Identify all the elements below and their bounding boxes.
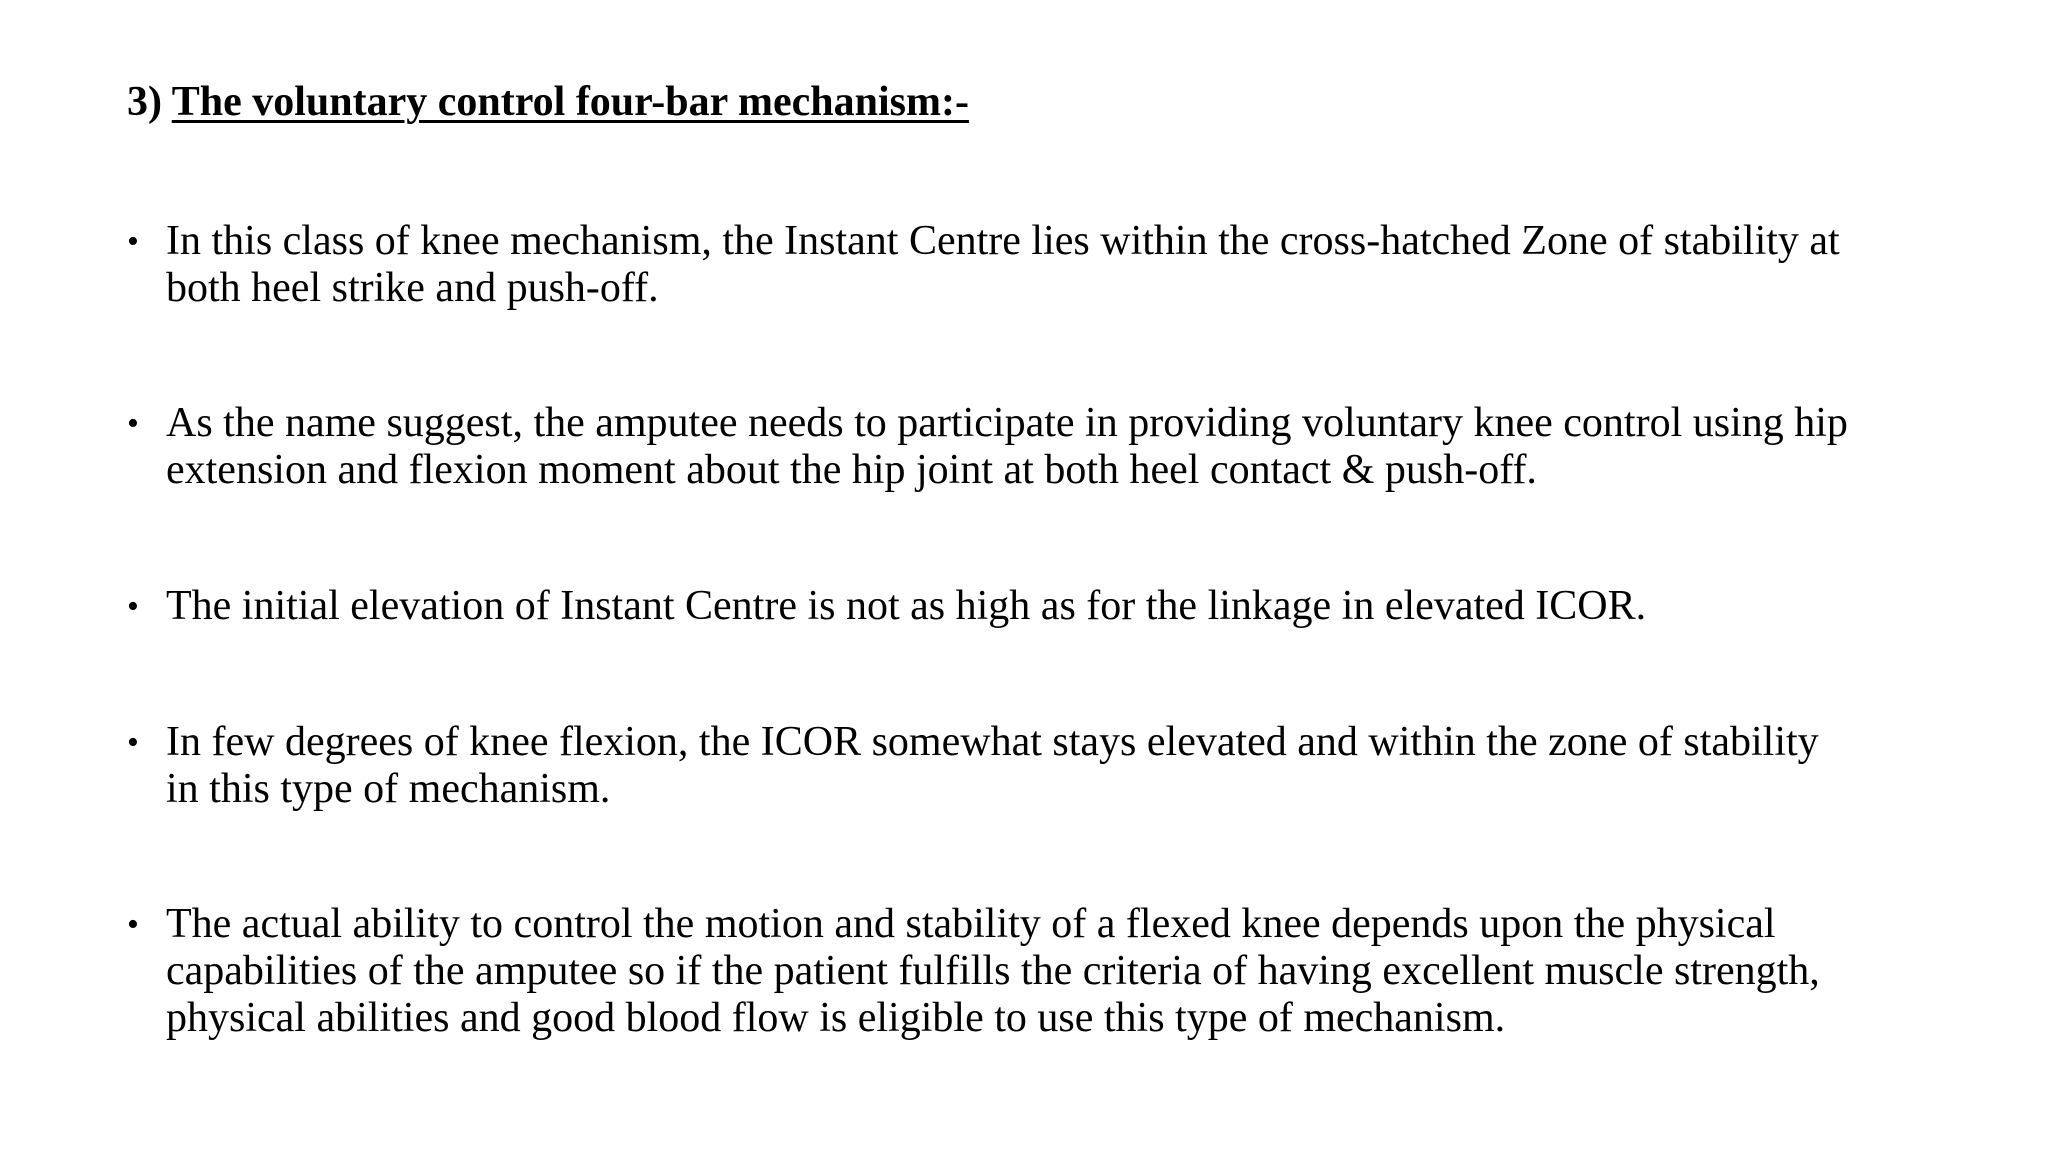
heading-title: The voluntary control four-bar mechanism:- (171, 79, 969, 125)
bullet-dot: • (127, 724, 139, 761)
bullet-line: As the name suggest, the amputee needs to participate in providing voluntary knee control using hip (166, 400, 1848, 446)
bullet-text (166, 583, 1927, 630)
bullet-item (127, 901, 1927, 1042)
bullet-text (166, 400, 1927, 494)
heading-number: 3) (127, 79, 162, 125)
bullet-item (127, 583, 1927, 630)
bullet-text (166, 719, 1927, 813)
section-heading (127, 78, 969, 126)
bullet-item (127, 400, 1927, 494)
bullet-line: extension and flexion moment about the hip joint at both heel contact & push-off. (166, 447, 1537, 493)
bullet-text (166, 901, 1927, 1042)
bullet-line: The initial elevation of Instant Centre is not as high as for the linkage in elevated ICOR. (166, 583, 1647, 629)
bullet-dot: • (127, 405, 139, 442)
bullet-line: both heel strike and push-off. (166, 265, 659, 311)
bullet-line: physical abilities and good blood flow is eligible to use this type of mechanism. (166, 995, 1506, 1041)
bullet-line: capabilities of the amputee so if the patient fulfills the criteria of having excellent muscle strength, (166, 948, 1820, 994)
bullet-line: The actual ability to control the motion and stability of a flexed knee depends upon the physical (166, 901, 1776, 947)
bullet-dot: • (127, 906, 139, 943)
bullet-line: In few degrees of knee flexion, the ICOR somewhat stays elevated and within the zone of stability (166, 719, 1819, 765)
bullet-line: In this class of knee mechanism, the Instant Centre lies within the cross-hatched Zone of stability at (166, 218, 1840, 264)
bullet-dot: • (127, 223, 139, 260)
bullet-item (127, 719, 1927, 813)
bullet-item (127, 218, 1927, 312)
bullet-text (166, 218, 1927, 312)
bullet-line: in this type of mechanism. (166, 766, 611, 812)
bullet-dot: • (127, 588, 139, 625)
